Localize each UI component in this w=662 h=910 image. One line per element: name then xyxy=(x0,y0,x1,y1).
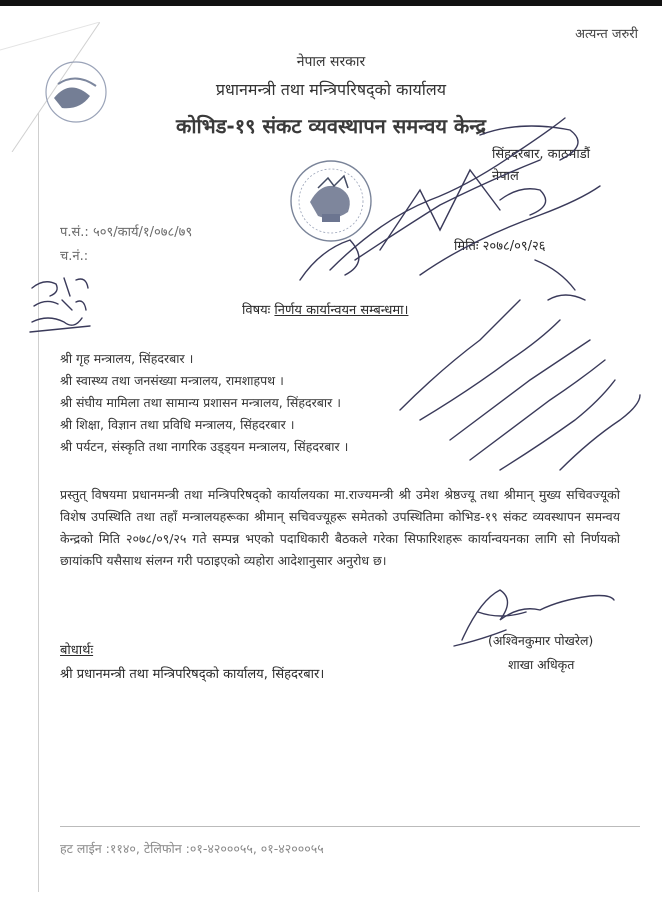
signatory-name: (अश्विनकुमार पोखरेल) xyxy=(488,633,594,648)
address-line-1: सिंहदरबार, काठमाडौं xyxy=(492,147,591,162)
recipient-line: श्री पर्यटन, संस्कृति तथा नागरिक उड्ड्यन मन्त्रालय, सिंहदरबार । xyxy=(60,439,349,454)
subject-line xyxy=(242,300,408,318)
centre-heading: कोभिड-१९ संकट व्यवस्थापन समन्वय केन्द्र xyxy=(175,114,487,138)
urgency-label: अत्यन्त जरुरी xyxy=(575,27,638,42)
address-line-2: नेपाल xyxy=(492,169,519,184)
scan-top-border xyxy=(0,0,662,6)
government-heading: नेपाल सरकार xyxy=(296,54,366,70)
cc-recipient: श्री प्रधानमन्त्री तथा मन्त्रिपरिषद्को कार्यालय, सिंहदरबार। xyxy=(60,667,325,682)
footer-contact: हट लाईन :११४०, टेलिफोन :०१-४२०००५५, ०१-४२०००५५ xyxy=(60,841,324,856)
subject-text: निर्णय कार्यान्वयन सम्बन्धमा। xyxy=(274,303,409,318)
subject-label: विषयः xyxy=(242,303,271,318)
recipient-line: श्री स्वास्थ्य तथा जनसंख्या मन्त्रालय, रामशाहपथ । xyxy=(60,373,284,388)
recipient-line: श्री संघीय मामिला तथा सामान्य प्रशासन मन्त्रालय, सिंहदरबार । xyxy=(60,395,341,410)
reference-number: प.सं.: ५०९/कार्य/१/०७८/७९ xyxy=(60,225,193,240)
recipient-line: श्री शिक्षा, विज्ञान तथा प्रविधि मन्त्रालय, सिंहदरबार । xyxy=(60,417,295,432)
letter-date: मितिः २०७८/०९/२६ xyxy=(454,239,546,254)
dispatch-number: च.नं.: xyxy=(60,249,89,264)
office-heading: प्रधानमन्त्री तथा मन्त्रिपरिषद्को कार्यालय xyxy=(215,80,447,99)
recipient-line: श्री गृह मन्त्रालय, सिंहदरबार । xyxy=(60,351,194,366)
cc-title: बोधार्थः xyxy=(60,643,94,658)
footer-divider xyxy=(60,826,640,827)
government-emblem xyxy=(288,158,374,244)
signatory-designation: शाखा अधिकृत xyxy=(508,657,575,672)
body-paragraph: प्रस्तुत् विषयमा प्रधानमन्त्री तथा मन्त्रिपरिषद्को कार्यालयका मा.राज्यमन्त्री श्री उमेश श्रेष्ठज्यू तथा श्रीमान् मुख्य सचिवज्यूको विशेष उपस्थिति तथा तहाँ मन्त्रालयहरूका श्रीमान् सचिवज्यूहरू समेतको उपस्थितिमा कोभिड-१९ संकट व्यवस्थापन समन्वय केन्द्रको मिति २०७८/०९/२५ गते सम्पन्न भएको पदाधिकारी बैठकले गरेका सिफारिशहरू कार्यान्वयनका लागि सो निर्णयको छायांकपि यसैसाथ संलग्न गरी पठाइएको व्यहोरा आदेशानुसार अनुरोध छ। xyxy=(60,487,620,568)
